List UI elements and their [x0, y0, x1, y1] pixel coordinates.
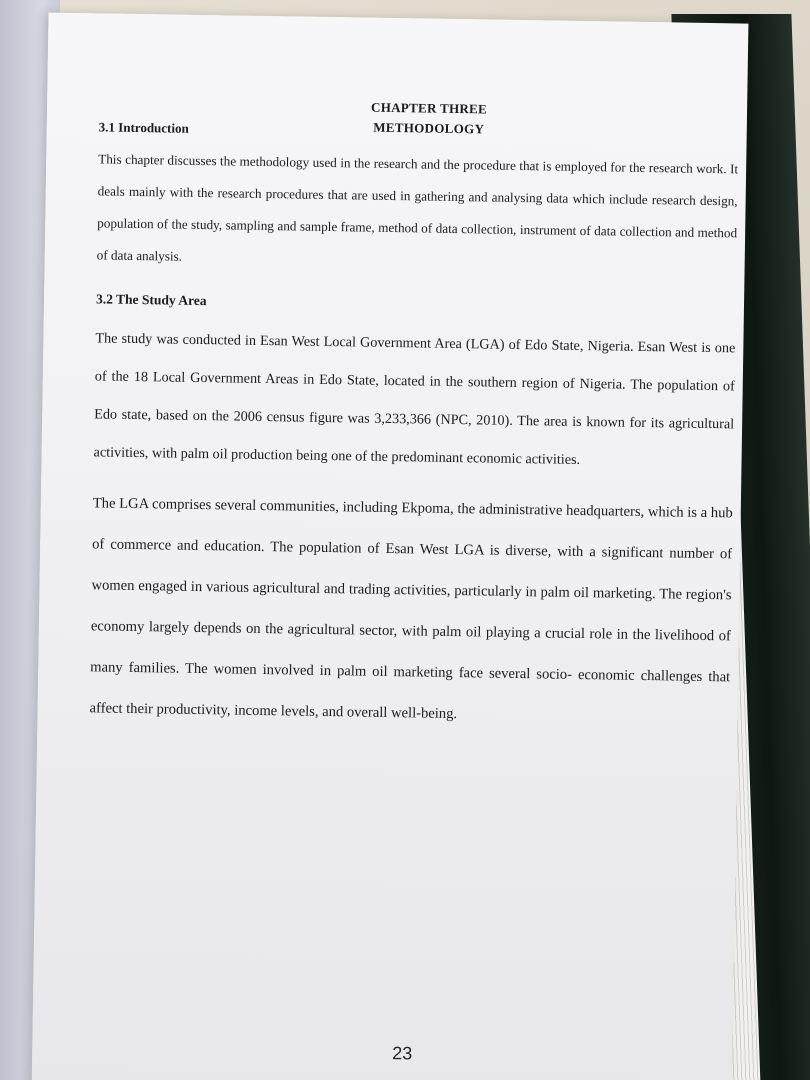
document-page	[32, 13, 749, 1080]
chapter-title: METHODOLOGY	[373, 119, 485, 137]
introduction-paragraph: This chapter discusses the methodology used in the research and the procedure that is employed for the research work. It deals mainly with the research procedures that are used in gathering and analysing data which include research design, population of the study, sampling and sample frame, method of data collection, instrument of data collection and method of data analysis.	[96, 151, 739, 264]
study-area-paragraph-2: The LGA comprises several communities, including Ekpoma, the administrative headquarters, which is a hub of commerce and education. The population of Esan West LGA is diverse, with a significant number of women engaged in various agricultural and trading activities, particularly in palm oil marketing. The region's economy largely depends on the agricultural sector, with palm oil playing a crucial role in the livelihood of many families. The women involved in palm oil marketing face several socio- economic challenges that affect their productivity, income levels, and overall well-being.	[89, 495, 733, 723]
page-number: 23	[392, 1043, 413, 1064]
chapter-label: CHAPTER THREE	[370, 99, 488, 117]
study-area-paragraph-1: The study was conducted in Esan West Local Government Area (LGA) of Edo State, Nigeria. Esan West is one of the 18 Local Government Areas in Edo State, located in the southern region of Nigeria. The population of Edo state, based on the 2006 census figure was 3,233,366 (NPC, 2010). The area is known for its agricultural activities, with palm oil production being one of the predominant economic activities.	[93, 330, 736, 468]
section-heading-study-area: 3.2 The Study Area	[95, 291, 207, 309]
section-heading-introduction: 3.1 Introduction	[98, 119, 189, 136]
page-content	[89, 93, 739, 739]
